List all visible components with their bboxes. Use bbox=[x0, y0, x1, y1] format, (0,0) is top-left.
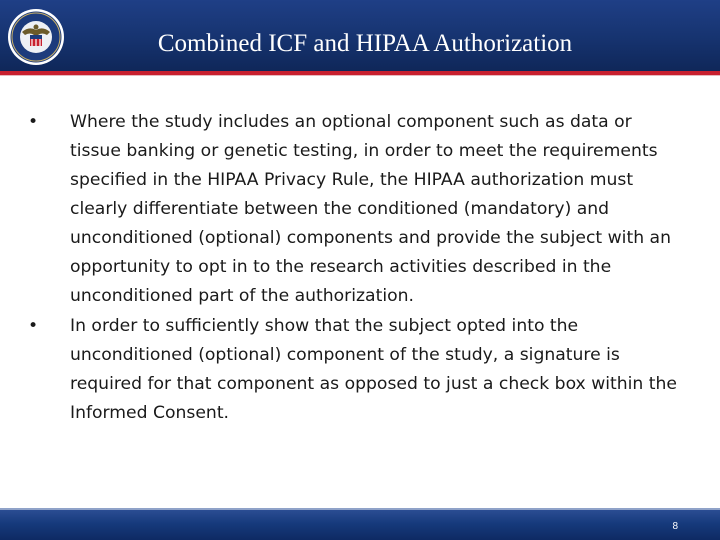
slide-title: Combined ICF and HIPAA Authorization bbox=[157, 30, 573, 57]
bullet-text: Where the study includes an optional component such as data or tissue banking or genetic testing, in order to meet the requirements specified in the HIPAA Privacy Rule, the HIPAA authorization must clearly differentiate between the conditioned (mandatory) and unconditioned (optional) components and provide the subject with an opportunity to opt in to the research activities described in the unconditioned part of the authorization. bbox=[70, 112, 671, 306]
department-seal-icon bbox=[7, 8, 65, 66]
page-number: 8 bbox=[672, 521, 678, 532]
bullet-item-1 bbox=[28, 108, 688, 311]
bullet-marker: • bbox=[28, 316, 39, 336]
bullet-marker: • bbox=[28, 112, 39, 132]
bullet-text: In order to sufficiently show that the subject opted into the unconditioned (optional) component of the study, a signature is required for that component as opposed to just a check box within the Informed Consent. bbox=[70, 316, 677, 423]
header-accent-rule-light bbox=[0, 75, 720, 76]
bullet-list bbox=[28, 108, 688, 428]
footer-bar bbox=[0, 510, 720, 540]
bullet-item-2 bbox=[28, 312, 688, 428]
